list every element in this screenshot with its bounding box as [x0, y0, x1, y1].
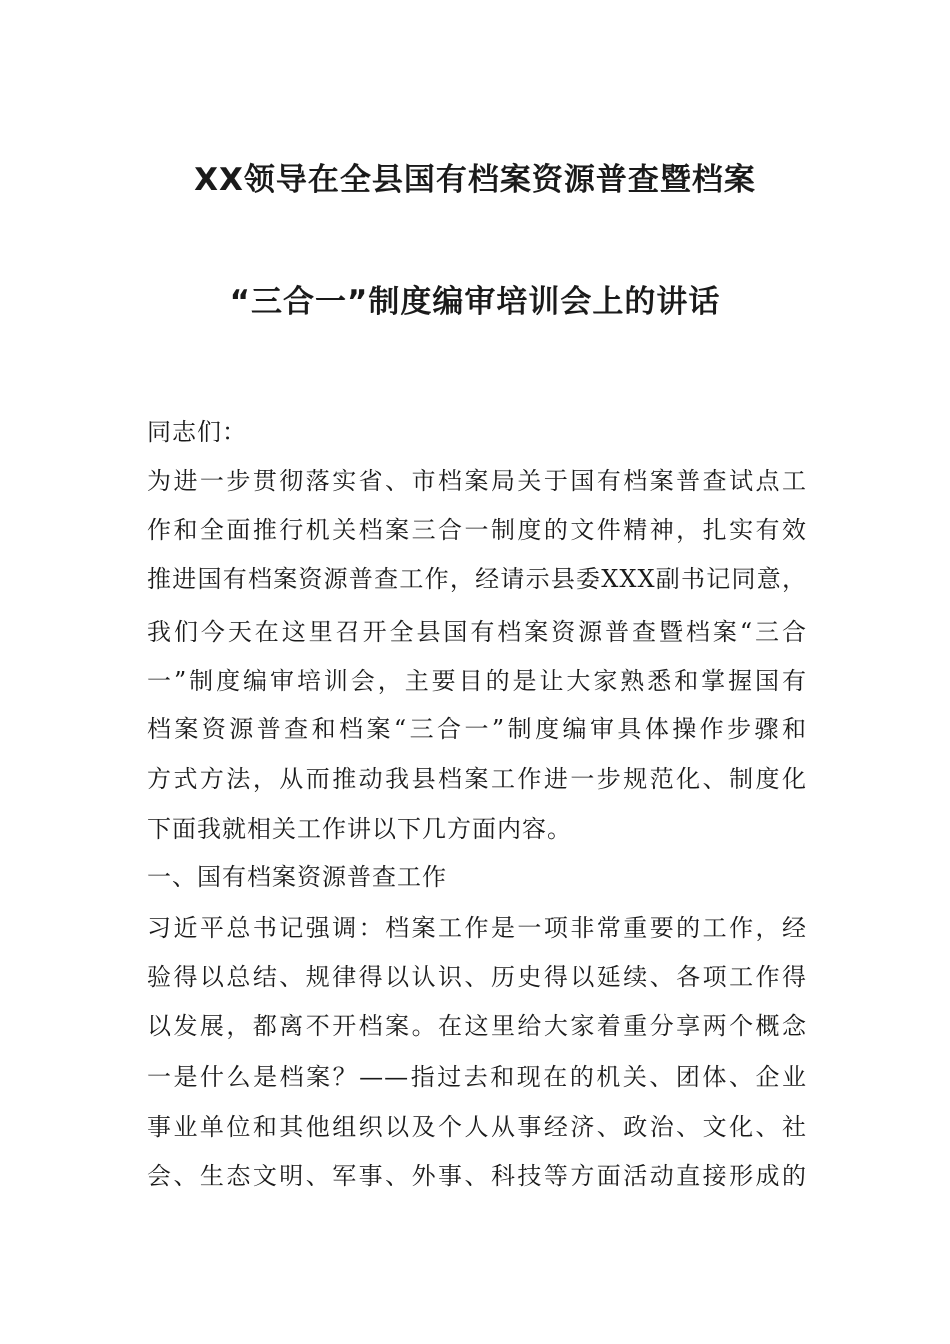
body-line: 我们今天在这里召开全县国有档案资源普查暨档案“三合: [147, 618, 807, 646]
body-line: 一是什么是档案？——指过去和现在的机关、团体、企业: [147, 1063, 807, 1091]
body-line: 档案资源普查和档案“三合一”制度编审具体操作步骤和: [147, 715, 807, 743]
body-line: 方式方法，从而推动我县档案工作进一步规范化、制度化: [147, 765, 807, 793]
body-line: 推进国有档案资源普查工作，经请示县委XXX副书记同意，: [147, 565, 807, 593]
salutation: 同志们：: [147, 418, 247, 446]
body-line: 习近平总书记强调：档案工作是一项非常重要的工作，经: [147, 914, 807, 942]
body-line: 以发展，都离不开档案。在这里给大家着重分享两个概念: [147, 1012, 807, 1040]
body-line: 一”制度编审培训会，主要目的是让大家熟悉和掌握国有: [147, 667, 807, 695]
body-line: 为进一步贯彻落实省、市档案局关于国有档案普查试点工: [147, 467, 807, 495]
body-line: 事业单位和其他组织以及个人从事经济、政治、文化、社: [147, 1113, 807, 1141]
document-title-line-2: “三合一”制度编审培训会上的讲话: [229, 284, 721, 320]
body-line: 验得以总结、规律得以认识、历史得以延续、各项工作得: [147, 963, 807, 991]
body-line: 会、生态文明、军事、外事、科技等方面活动直接形成的: [147, 1162, 807, 1190]
body-line: 下面我就相关工作讲以下几方面内容。: [147, 815, 572, 843]
body-line: 作和全面推行机关档案三合一制度的文件精神，扎实有效: [147, 516, 807, 544]
document-title-line-1: XX领导在全县国有档案资源普查暨档案: [194, 162, 756, 198]
section-heading: 一、国有档案资源普查工作: [147, 863, 447, 891]
